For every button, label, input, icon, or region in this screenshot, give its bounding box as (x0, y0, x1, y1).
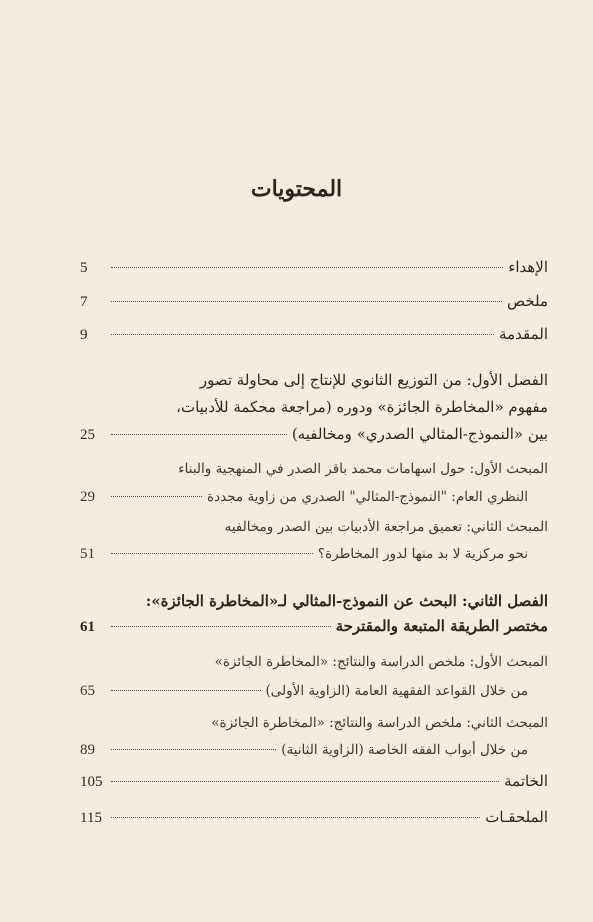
dot-leader (111, 267, 503, 268)
page-number: 7 (80, 294, 88, 310)
toc-entry-dedication[interactable] (80, 258, 548, 277)
page-number: 89 (80, 742, 95, 758)
dot-leader (111, 690, 261, 691)
toc-entry-appendices[interactable] (80, 808, 548, 827)
page-number: 115 (80, 810, 102, 826)
toc-entry-label: الخاتمة (504, 772, 548, 790)
toc-entry-section-1-1[interactable] (80, 489, 528, 506)
toc-entry-conclusion[interactable] (80, 772, 548, 791)
page-number: 25 (80, 427, 95, 443)
toc-entry-label: مختصر الطريقة المتبعة والمقترحة (335, 617, 548, 635)
page-number: 105 (80, 774, 103, 790)
toc-entry-label: الملحقـات (485, 808, 548, 826)
toc-entry-label: نحو مركزية لا بد منها لدور المخاطرة؟ (317, 546, 528, 562)
dot-leader (111, 626, 331, 627)
dot-leader (111, 553, 313, 554)
dot-leader (111, 781, 499, 782)
page-number: 29 (80, 489, 95, 505)
toc-entry-label: الإهداء (508, 258, 548, 276)
section-2-2-line-1: المبحث الثاني: ملخص الدراسة والنتائج: «المخاطرة الجائزة» (211, 715, 548, 731)
toc-entry-summary[interactable] (80, 292, 548, 311)
toc-entry-label: من خلال أبواب الفقه الخاصة (الزاوية الثانية) (281, 742, 528, 758)
toc-entry-section-2-1[interactable] (80, 683, 528, 700)
chapter-2-line-1: الفصل الثاني: البحث عن النموذج-المثالي لـ«المخاطرة الجائزة»: (145, 592, 548, 610)
dot-leader (111, 301, 502, 302)
toc-entry-label: ملخص (506, 292, 548, 310)
page-number: 51 (80, 546, 95, 562)
toc-entry-label: المقدمة (499, 325, 548, 343)
toc-entry-chapter-1[interactable] (80, 425, 548, 444)
dot-leader (111, 817, 480, 818)
dot-leader (111, 749, 276, 750)
toc-entry-introduction[interactable] (80, 325, 548, 344)
page-number: 61 (80, 619, 95, 635)
chapter-1-line-1: الفصل الأول: من التوزيع الثانوي للإنتاج إلى محاولة تصور (199, 371, 548, 389)
toc-entry-label: بين «النموذج-المثالي الصدري» ومخالفيه) (291, 425, 548, 443)
page-number: 65 (80, 683, 95, 699)
chapter-1-line-2: مفهوم «المخاطرة الجائزة» ودوره (مراجعة محكمة للأدبيات، (176, 398, 548, 416)
page-number: 9 (80, 327, 88, 343)
toc-entry-chapter-2[interactable] (80, 617, 548, 636)
toc-entry-section-1-2[interactable] (80, 546, 528, 563)
page-title: المحتويات (250, 176, 343, 202)
dot-leader (111, 496, 202, 497)
toc-entry-section-2-2[interactable] (80, 742, 528, 759)
toc-entry-label: من خلال القواعد الفقهية العامة (الزاوية الأولى) (265, 683, 528, 699)
section-2-1-line-1: المبحث الأول: ملخص الدراسة والنتائج: «المخاطرة الجائزة» (214, 654, 548, 670)
dot-leader (111, 334, 494, 335)
dot-leader (111, 434, 287, 435)
section-1-2-line-1: المبحث الثاني: تعميق مراجعة الأدبيات بين الصدر ومخالفيه (224, 519, 548, 535)
toc-entry-label: النظري العام: "النموذج-المثالي" الصدري من زاوية مجددة (207, 489, 528, 505)
page-number: 5 (80, 260, 88, 276)
section-1-1-line-1: المبحث الأول: حول اسهامات محمد باقر الصدر في المنهجية والبناء (178, 461, 548, 477)
